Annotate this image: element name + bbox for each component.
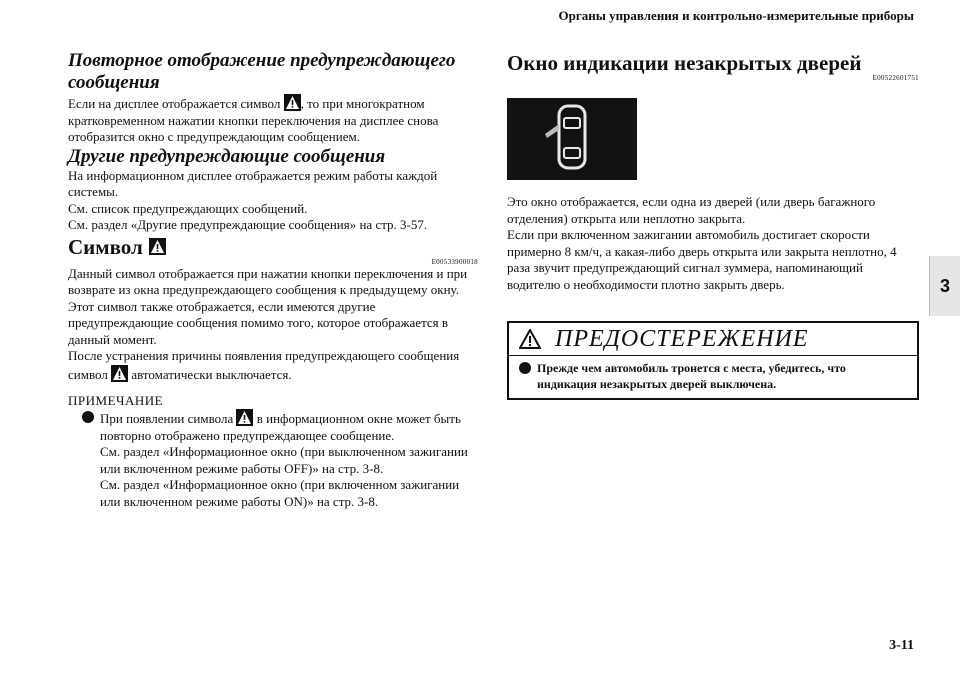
warning-symbol-icon — [111, 365, 128, 382]
car-door-open-icon — [507, 98, 637, 180]
section-title-door-ajar: Окно индикации незакрытых дверей — [507, 51, 862, 75]
other-warnings-line-3: См. раздел «Другие предупреждающие сообщения» на стр. 3-57. — [68, 217, 428, 232]
door-ajar-display-image — [507, 98, 637, 180]
section-title-other-warnings: Другие предупреждающие сообщения — [68, 145, 386, 167]
caution-triangle-icon — [519, 329, 541, 349]
other-warnings-line-1: На информационном дисплее отображается режим работы каждой системы. — [68, 167, 438, 199]
chapter-tab: 3 — [929, 256, 960, 316]
left-column — [68, 50, 478, 510]
other-warnings-line-2: См. список предупреждающих сообщений. — [68, 200, 308, 216]
bullet-icon — [519, 362, 531, 374]
symbol-paragraph-3: После устранения причины появления предупреждающего сообщения символ автоматически выключается. — [68, 348, 460, 382]
section-title-symbol: Символ — [68, 234, 478, 260]
page-number: 3-11 — [889, 638, 914, 653]
note-ref-off: См. раздел «Информационное окно (при выключенном зажигании или включенном режиме работы OFF)» на стр. 3-8. — [100, 444, 468, 476]
section-code: E00533900018 — [431, 257, 478, 266]
warning-symbol-icon — [236, 409, 253, 426]
warning-symbol-icon — [149, 238, 166, 255]
running-header: Органы управления и контрольно-измерительные приборы — [558, 8, 914, 23]
right-column — [507, 50, 919, 400]
door-ajar-paragraph-1: Это окно отображается, если одна из дверей (или дверь багажного отделения) открыта или неплотно закрыта. — [507, 194, 876, 226]
caution-title: ПРЕДОСТЕРЕЖЕНИЕ — [555, 325, 809, 352]
door-ajar-paragraph-2: Если при включенном зажигании автомобиль достигает скорости примерно 8 км/ч, а какая-либо дверь открыта или закрыта неплотно, 4 раза звучит предупреждающий сигнал зуммера, напоминающий водителю о необходимости плотно закрыть дверь. — [507, 227, 897, 292]
caution-text: Прежде чем автомобиль тронется с места, убедитесь, что индикация незакрытых дверей выключена. — [537, 361, 846, 391]
symbol-paragraph-2: Этот символ также отображается, если имеются другие предупреждающие сообщения помимо того, которое отображается в данный момент. — [68, 298, 449, 347]
bullet-icon — [82, 411, 94, 423]
symbol-paragraph-1: Данный символ отображается при нажатии кнопки переключения и при возврате из окна предупреждающего сообщения к предыдущему окну. — [68, 265, 468, 297]
section-code: E00522601751 — [872, 74, 919, 82]
note-item: При появлении символа в информационном окне может быть повторно отображено предупреждающее сообщение. См. раздел «Информационное окно (при выключенном зажигании или включенном режиме работы OFF)» на стр. 3-8. См. раздел «Информационное окно (при включенном зажигании или включенном режиме работы ON)» на стр. 3-8. — [68, 409, 478, 510]
repeat-warning-text: Если на дисплее отображается символ , то при многократном кратковременном нажатии кнопки переключения на дисплее снова отобразится окно с предупреждающим сообщением. — [68, 96, 439, 144]
section-title-repeat-warning: Повторное отображение предупреждающего сообщения — [68, 50, 456, 93]
note-title: ПРИМЕЧАНИЕ — [68, 393, 164, 408]
caution-box — [507, 321, 919, 400]
note-ref-on: См. раздел «Информационное окно (при включенном зажигании или включенном режиме работы ON)» на стр. 3-8. — [100, 477, 460, 509]
warning-symbol-icon — [284, 94, 301, 111]
